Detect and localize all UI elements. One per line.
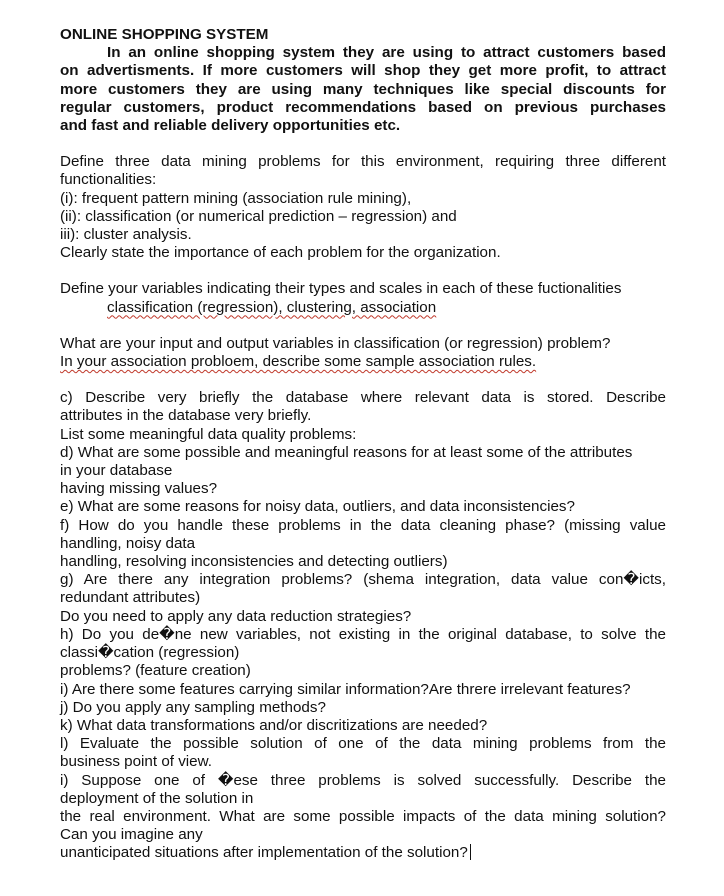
paragraph-gap <box>60 262 666 280</box>
question-line-k[interactable]: k) What data transformations and/or discritizations are needed? <box>60 716 488 734</box>
intro-line-1[interactable]: In an online shopping system they are using to attract customers based <box>107 44 666 62</box>
question-line-j[interactable]: j) Do you apply any sampling methods? <box>60 698 326 716</box>
variables-line-1[interactable]: Define your variables indicating their types and scales in each of these fuctionalities <box>60 280 622 298</box>
paragraph-gap <box>60 371 666 389</box>
question-line-l1[interactable]: l) Evaluate the possible solution of one of the data mining problems from the <box>60 735 666 753</box>
question-line-h2[interactable]: classi�cation (regression) <box>60 644 240 662</box>
question-line-quality[interactable]: List some meaningful data quality problems: <box>60 425 357 443</box>
problems-line-6[interactable]: Clearly state the importance of each problem for the organization. <box>60 244 501 262</box>
question-line-d2[interactable]: in your database <box>60 462 173 480</box>
question-line-c2[interactable]: attributes in the database very briefly. <box>60 407 312 425</box>
question-line-d1[interactable]: d) What are some possible and meaningful reasons for at least some of the attributes <box>60 443 633 461</box>
variables-line-2[interactable]: classification (regression), clustering, association <box>107 298 437 316</box>
question-line-suppose5[interactable] <box>60 844 666 862</box>
question-line-g2[interactable]: redundant attributes) <box>60 589 201 607</box>
document-title: ONLINE SHOPPING SYSTEM <box>60 26 269 43</box>
question-line-h3[interactable]: problems? (feature creation) <box>60 662 251 680</box>
intro-line-4[interactable]: regular customers, product recommendations based on previous purchases <box>60 98 666 116</box>
question-line-suppose5-text: unanticipated situations after implementation of the solution? <box>60 844 468 862</box>
question-line-suppose4[interactable]: Can you imagine any <box>60 826 203 844</box>
question-line-reduction[interactable]: Do you need to apply any data reduction strategies? <box>60 607 412 625</box>
paragraph-gap <box>60 317 666 335</box>
question-line-suppose3[interactable]: the real environment. What are some possible impacts of the data mining solution? <box>60 807 666 825</box>
question-line-f3[interactable]: handling, resolving inconsistencies and detecting outliers) <box>60 553 448 571</box>
question-line-h1[interactable]: h) Do you de�ne new variables, not existing in the original database, to solve the <box>60 625 666 643</box>
question-line-l2[interactable]: business point of view. <box>60 753 212 771</box>
problems-line-3[interactable]: (i): frequent pattern mining (association rule mining), <box>60 189 412 207</box>
io-line-2[interactable]: In your association probloem, describe some sample association rules. <box>60 353 537 371</box>
question-line-f1[interactable]: f) How do you handle these problems in the data cleaning phase? (missing value <box>60 516 666 534</box>
problems-line-4[interactable]: (ii): classification (or numerical prediction – regression) and <box>60 207 457 225</box>
question-line-c1[interactable]: c) Describe very briefly the database where relevant data is stored. Describe <box>60 389 666 407</box>
problems-line-2[interactable]: functionalities: <box>60 171 157 189</box>
problems-line-5[interactable]: iii): cluster analysis. <box>60 226 192 244</box>
intro-line-3[interactable]: more customers they are using many techniques like special discounts for <box>60 80 666 98</box>
paragraph-gap <box>60 135 666 153</box>
question-line-suppose1[interactable]: i) Suppose one of �ese three problems is solved successfully. Describe the <box>60 771 666 789</box>
question-line-f2[interactable]: handling, noisy data <box>60 534 196 552</box>
question-line-d3[interactable]: having missing values? <box>60 480 218 498</box>
question-line-suppose2[interactable]: deployment of the solution in <box>60 789 254 807</box>
intro-line-2[interactable]: on advertisments. If more customers will shop they get more profit, to attract <box>60 62 666 80</box>
io-line-1[interactable]: What are your input and output variables in classification (or regression) problem? <box>60 334 611 352</box>
intro-line-5[interactable]: and fast and reliable delivery opportunities etc. <box>60 117 401 135</box>
text-cursor <box>470 844 471 860</box>
question-line-g1[interactable]: g) Are there any integration problems? (shema integration, data value con�icts, <box>60 571 666 589</box>
problems-line-1[interactable]: Define three data mining problems for this environment, requiring three different <box>60 153 666 171</box>
question-line-i[interactable]: i) Are there some features carrying similar information?Are threre irrelevant features? <box>60 680 631 698</box>
question-line-e[interactable]: e) What are some reasons for noisy data, outliers, and data inconsistencies? <box>60 498 575 516</box>
